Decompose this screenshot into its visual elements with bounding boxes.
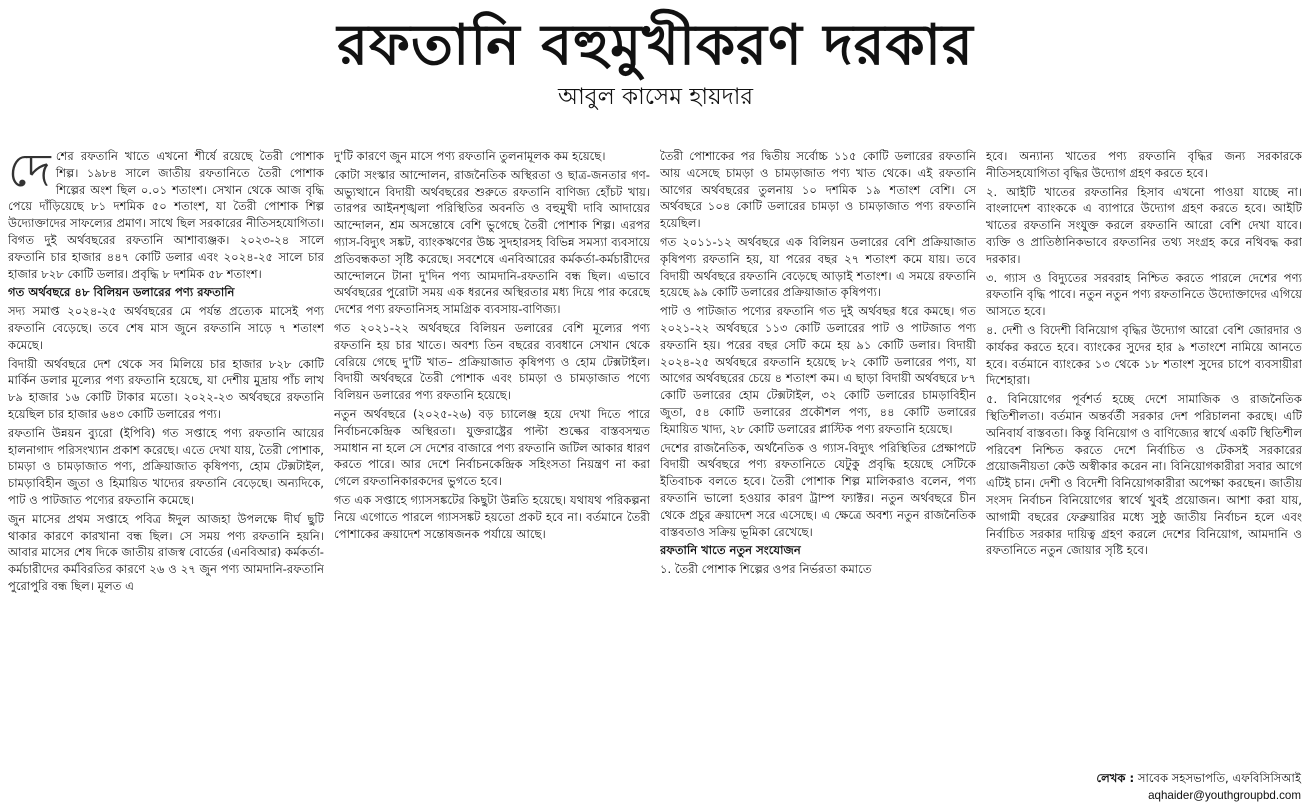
paragraph: ৩. গ্যাস ও বিদ্যুতের সরবরাহ নিশ্চিত করতে পারলে দেশের পণ্য রফতানি বৃদ্ধি পাবে। নতুন নতুন পণ্য রফতানিতে উদ্যোক্তাদের এগিয়ে আসতে হবে। (986, 270, 1302, 319)
paragraph: বিদায়ী অর্থবছরে দেশ থেকে সব মিলিয়ে চার হাজার ৮২৮ কোটি মার্কিন ডলার মূল্যের পণ্য রফতানি হয়েছে, যা দেশীয় মুদ্রায় পাঁচ লাখ ৮৯ হাজার ১৬ কোটি টাকার মতো। ২০২২-২৩ অর্থবছরে রফতানি হয়েছিল চার হাজার ৬৪৩ কোটি ডলারের পণ্য। (8, 356, 324, 421)
paragraph: শের রফতানি খাতে এখনো শীর্ষে রয়েছে তৈরী পোশাক শিল্প। ১৯৮৪ সালে জাতীয় রফতানিতে তৈরী পোশাক শিল্পের অংশ ছিল ০.০১ শতাংশ। সেখান থেকে আজ বৃদ্ধি পেয়ে দাঁড়িয়েছে ৮১ দশমিক ৫০ শতাংশ, যা তৈরী পোশাক শিল্প উদ্যোক্তাদের সাফল্যের প্রমাণ। সাথে ছিল সরকারের নীতিসহযোগিতা। বিগত দুই অর্থবছরের রফতানি আশাব্যঞ্জক। ২০২৩-২৪ সালে রফতানি চার হাজার ৪৪৭ কোটি ডলার এবং ২০২৪-২৫ সালে চার হাজার ৮২৮ কোটি ডলার। প্রবৃদ্ধি ৮ দশমিক ৫৮ শতাংশ। (8, 149, 324, 281)
paragraph: ৫. বিনিয়োগের পূর্বশর্ত হচ্ছে দেশে সামাজিক ও রাজনৈতিক স্থিতিশীলতা। বর্তমান অন্তর্বর্তী সরকার দেশ পরিচালনা করছে। এটি অনিবার্য বাস্তবতা। কিন্তু বিনিয়োগ ও বাণিজ্যের স্বার্থে একটি স্থিতিশীল পরিবেশ নিশ্চিত করতে দেশে নির্বাচিত ও টেকসই সরকারের প্রয়োজনীয়তা কেউ অস্বীকার করেন না। বিনিয়োগকারীরা সবার আগে এটিই চান। দেশী ও বিদেশী বিনিয়োগকারীরা অপেক্ষা করছেন। জাতীয় সংসদ নির্বাচন বিনিয়োগের স্বার্থে খুবই প্রয়োজন। আশা করা যায়, আগামী বছরের ফেব্রুয়ারির মধ্যে সুষ্ঠু জাতীয় নির্বাচন হলে এবং নির্বাচিত সরকার দায়িত্ব গ্রহণ করলে দেশের বিনিয়োগ, আমদানি ও রফতানিতে নতুন জোয়ার সৃষ্টি হবে। (986, 392, 1302, 558)
paragraph: সদ্য সমাপ্ত ২০২৪-২৫ অর্থবছরের মে পর্যন্ত প্রত্যেক মাসেই পণ্য রফতানি বেড়েছে। তবে শেষ মাস জুনে রফতানি সাড়ে ৭ শতাংশ কমেছে। (8, 304, 324, 352)
column-3 (660, 148, 976, 804)
subheading: রফতানি খাতে নতুন সংযোজন (660, 543, 801, 558)
paragraph: জুন মাসের প্রথম সপ্তাহে পবিত্র ঈদুল আজহা উপলক্ষে দীর্ঘ ছুটি থাকার কারণে কারখানা বন্ধ ছিল। সে সময় পণ্য রফতানি হয়নি। আবার মাসের শেষ দিকে জাতীয় রাজস্ব বোর্ডের (এনবিআর) কর্মকর্তা-কর্মচারীদের কর্মবিরতির কারণে ২৬ ও ২৭ জুন পণ্য আমদানি-রফতানি পুরোপুরি বন্ধ ছিল। মূলত এ (8, 511, 324, 593)
paragraph: রফতানি উন্নয়ন ব্যুরো (ইপিবি) গত সপ্তাহে পণ্য রফতানি আয়ের হালনাগাদ পরিসংখ্যান প্রকাশ করেছে। এতে দেখা যায়, তৈরী পোশাক, চামড়া ও চামড়াজাত পণ্য, প্রক্রিয়াজাত কৃষিপণ্য, হোম টেক্সটাইল, চামড়াবিহীন জুতা ও হিমায়িত খাদ্যের রফতানি বেড়েছে। অন্যদিকে, পাট ও পাটজাত পণ্যের রফতানি কমেছে। (8, 425, 324, 507)
author-designation: সাবেক সহসভাপতি, এফবিসিসিআই (1137, 771, 1301, 785)
paragraph: তৈরী পোশাকের পর দ্বিতীয় সর্বোচ্চ ১১৫ কোটি ডলারের রফতানি আয় এসেছে চামড়া ও চামড়াজাত পণ্য খাত থেকে। এই রফতানি আগের অর্থবছরের তুলনায় ১০ দশমিক ১৯ শতাংশ বেশি। সে অর্থবছরে ১০৪ কোটি ডলারের চামড়া ও চামড়াজাত পণ্য রফতানি হয়েছিল। (660, 149, 976, 231)
subheading: গত অর্থবছরে ৪৮ বিলিয়ন ডলারের পণ্য রফতানি (8, 285, 235, 300)
paragraph: ২. আইটি খাতের রফতানির হিসাব এখনো পাওয়া যাচ্ছে না। বাংলাদেশ ব্যাংককে এ ব্যাপারে উদ্যোগ গ্রহণ করতে হবে। আইটি খাতের রফতানি সংযুক্ত করলে রফতানি আরো বেশি দেখা যাবে। ব্যক্তি ও প্রাতিষ্ঠানিকভাবে রফতানির তথ্য সংগ্রহ করে নথিবদ্ধ করা দরকার। (986, 184, 1302, 266)
column-2 (334, 148, 650, 804)
author-designation-line (1096, 770, 1301, 787)
column-4 (986, 148, 1302, 804)
paragraph: দু'টি কারণে জুন মাসে পণ্য রফতানি তুলনামূলক কম হয়েছে। (334, 149, 606, 163)
paragraph: গত ২০১১-১২ অর্থবছরে এক বিলিয়ন ডলারের বেশি প্রক্রিয়াজাত কৃষিপণ্য রফতানি হয়, যা পরের বছর ২৭ শতাংশ কমে যায়। তবে বিদায়ী অর্থবছরে রফতানি বেড়েছে আড়াই শতাংশ। এ সময়ে রফতানি হয়েছে ৯৯ কোটি ডলারের প্রক্রিয়াজাত কৃষিপণ্য। (660, 234, 976, 300)
drop-cap: দে (8, 148, 51, 197)
paragraph: ১. তৈরী পোশাক শিল্পের ওপর নির্ভরতা কমাতে (660, 562, 872, 577)
author-email: aqhaider@youthgroupbd.com (1148, 789, 1301, 802)
paragraph: গত ২০২১-২২ অর্থবছরে বিলিয়ন ডলারের বেশি মূল্যের পণ্য রফতানি হয় চার খাতে। অবশ্য তিন বছরের ব্যবধানে সেখান থেকে বেরিয়ে গেছে দু'টি খাত– প্রক্রিয়াজাত কৃষিপণ্য ও হোম টেক্সটাইল। বিদায়ী অর্থবছরে তৈরী পোশাক এবং চামড়া ও চামড়াজাত পণ্যে বিলিয়ন ডলারের পণ্য রফতানি হয়েছে। (334, 320, 650, 403)
article-headline: রফতানি বহুমুখীকরণ দরকার (337, 12, 974, 78)
paragraph: দেশের রাজনৈতিক, অর্থনৈতিক ও গ্যাস-বিদ্যুৎ পরিস্থিতির প্রেক্ষাপটে বিদায়ী অর্থবছরে পণ্য রফতানিতে যেটুকু প্রবৃদ্ধি হয়েছে সেটিকে ইতিবাচক বলতে হবে। তৈরী পোশাক শিল্প মালিকরাও বলেন, পণ্য রফতানি ভালো হওয়ার কারণ ট্রাম্প ফ্যাক্টর। নতুন অর্থবছরে চীন থেকে প্রচুর ক্রয়াদেশ সরে এসেছে। এ ক্ষেত্রে অবশ্য নতুন রাজনৈতিক বাস্তবতাও সক্রিয় ভূমিকা রেখেছে। (660, 440, 976, 539)
article-byline: আবুল কাসেম হায়দার (557, 84, 754, 110)
author-footer (1096, 770, 1301, 804)
column-1 (8, 148, 324, 804)
paragraph: গত এক সপ্তাহে গ্যাসসঙ্কটের কিছুটা উন্নতি হয়েছে। যথাযথ পরিকল্পনা নিয়ে এগোতে পারলে গ্যাসসঙ্কট হয়তো প্রকট হবে না। বর্তমানে তৈরী পোশাকের ক্রয়াদেশ সন্তোষজনক পর্যায়ে আছে। (334, 492, 650, 541)
paragraph: হবে। অন্যান্য খাতের পণ্য রফতানি বৃদ্ধির জন্য সরকারকে নীতিসহযোগিতা বৃদ্ধির উদ্যোগ গ্রহণ করতে হবে। (986, 149, 1302, 180)
author-label: লেখক : (1096, 771, 1135, 785)
paragraph: পাট ও পাটজাত পণ্যের রফতানি গত দুই অর্থবছর ধরে কমছে। গত ২০২১-২২ অর্থবছরে ১১৩ কোটি ডলারের পাট ও পাটজাত পণ্য রফতানি হয়। পরের বছর সেটি কমে হয় ৯১ কোটি ডলার। বিদায়ী ২০২৪-২৫ অর্থবছরে রফতানি হয়েছে ৮২ কোটি ডলারের পণ্য, যা আগের অর্থবছরের চেয়ে ৪ শতাংশ কম। এ ছাড়া বিদায়ী অর্থবছরে ৮৭ কোটি ডলারের হোম টেক্সটাইল, ৩২ কোটি ডলারের চামড়াবিহীন জুতা, ৫৪ কোটি ডলারের প্রকৌশল পণ্য, ৪৪ কোটি ডলারের হিমায়িত খাদ্য, ২৮ কোটি ডলারের প্লাস্টিক পণ্য রফতানি হয়েছে। (660, 304, 976, 436)
paragraph: ৪. দেশী ও বিদেশী বিনিয়োগ বৃদ্ধির উদ্যোগ আরো বেশি জোরদার ও কার্যকর করতে হবে। ব্যাংকের সুদের হার ৯ শতাংশে নামিয়ে আনতে হবে। বর্তমানে ব্যাংকের ১৩ থেকে ১৮ শতাংশ সুদের চাপে ব্যবসায়ীরা দিশেহারা। (986, 322, 1302, 388)
article-columns (8, 148, 1302, 804)
paragraph: কোটা সংস্কার আন্দোলন, রাজনৈতিক অস্থিরতা ও ছাত্র-জনতার গণ-অভ্যুত্থানে বিদায়ী অর্থবছরের শুরুতে রফতানি বাণিজ্য হোঁচট খায়। তারপর আইনশৃঙ্খলা পরিস্থিতির অবনতি ও বহুমুখী দাবি আদায়ের আন্দোলন, শ্রম অসন্তোষে বেশি ভুগেছে তৈরী পোশাক শিল্প। এরপর গ্যাস-বিদ্যুৎ সঙ্কট, ব্যাংকঋণের উচ্চ সুদহারসহ বিভিন্ন সমস্যা ব্যবসায়ে প্রতিবন্ধকতা সৃষ্টি করেছে। সবশেষে এনবিআরের কর্মকর্তা-কর্মচারীদের আন্দোলনে টানা দু'দিন পণ্য আমদানি-রফতানি বন্ধ ছিল। এভাবে অর্থবছরের পুরোটা সময় এক ধরনের অস্থিরতার মধ্য দিয়ে পার করেছে দেশের পণ্য রফতানিসহ সামগ্রিক ব্যবসায়-বাণিজ্য। (334, 167, 650, 317)
paragraph: নতুন অর্থবছরে (২০২৫-২৬) বড় চ্যালেঞ্জ হয়ে দেখা দিতে পারে নির্বাচনকেন্দ্রিক অস্থিরতা। যুক্তরাষ্ট্রের পাল্টা শুল্কের বাস্তবসম্মত সমাধান না হলে সে দেশের বাজারে পণ্য রফতানি জটিল আকার ধারণ করতে পারে। আর দেশে নির্বাচনকেন্দ্রিক সহিংসতা নিয়ন্ত্রণ না করা গেলে রফতানিকারকদের ভুগতে হবে। (334, 406, 650, 489)
